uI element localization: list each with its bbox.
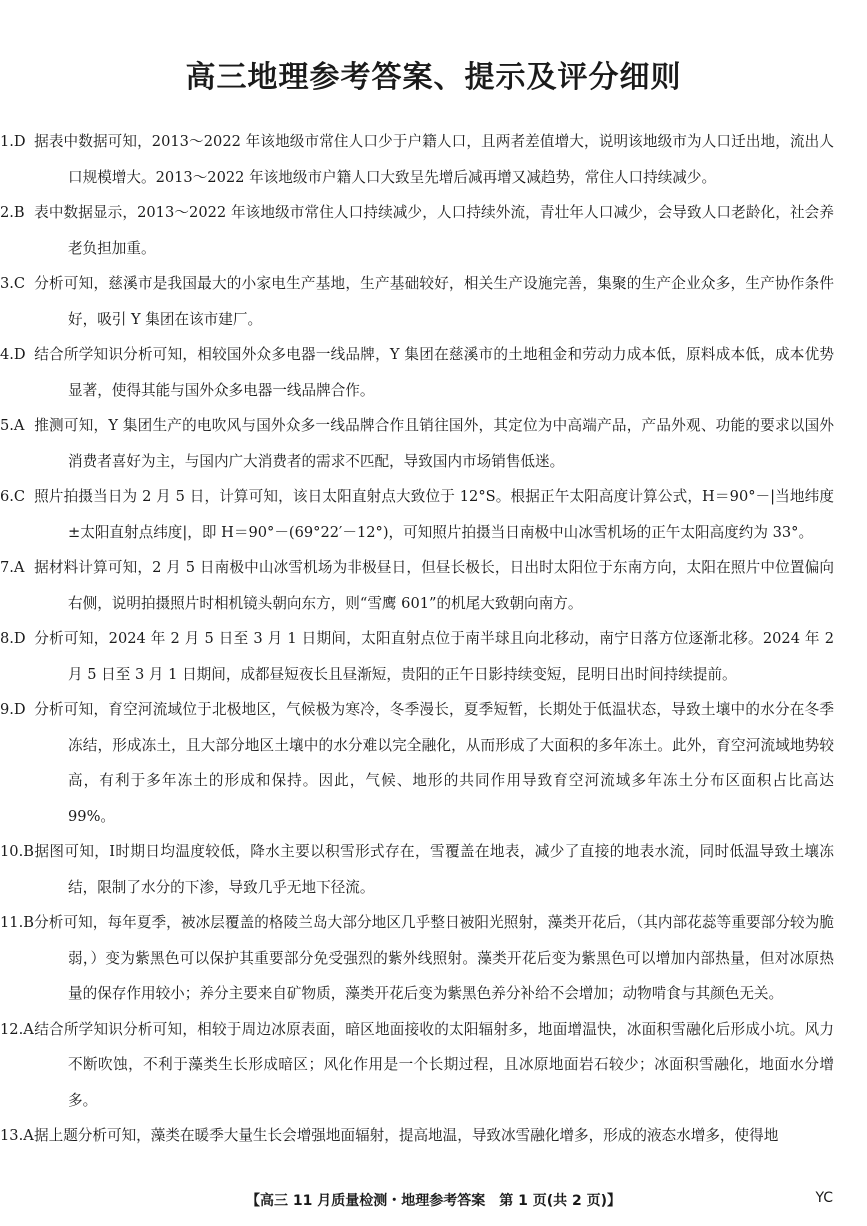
- answer-item: [0, 1012, 834, 1119]
- answer-item: [0, 124, 834, 195]
- answer-explanation: 据材料计算可知，2 月 5 日南极中山冰雪机场为非极昼日，但昼长极长，日出时太阳位于东南方向，太阳在照片中位置偏向右侧，说明拍摄照片时相机镜头朝向东方，则“雪鹰 601”的机尾大致朝向南方。: [34, 559, 834, 612]
- answer-number: 4.D: [0, 346, 26, 363]
- answer-number: 10.B: [0, 843, 34, 860]
- answer-explanation: 据图可知，Ⅰ时期日均温度较低，降水主要以积雪形式存在，雪覆盖在地表，减少了直接的地表水流，同时低温导致土壤冻结，限制了水分的下渗，导致几乎无地下径流。: [34, 843, 834, 896]
- answer-explanation: 推测可知，Y 集团生产的电吹风与国外众多一线品牌合作且销往国外，其定位为中高端产品，产品外观、功能的要求以国外消费者喜好为主，与国内广大消费者的需求不匹配，导致国内市场销售低迷。: [34, 417, 834, 470]
- answer-explanation: 分析可知，每年夏季，被冰层覆盖的格陵兰岛大部分地区几乎整日被阳光照射，藻类开花后，（其内部花蕊等重要部分较为脆弱，）变为紫黑色可以保护其重要部分免受强烈的紫外线照射。藻类开花后变为紫黑色可以增加内部热量，但对冰原热量的保存作用较小；养分主要来自矿物质，藻类开花后变为紫黑色养分补给不会增加；动物啃食与其颜色无关。: [34, 914, 834, 1002]
- answer-number: 11.B: [0, 914, 34, 931]
- answer-item: [0, 1118, 834, 1154]
- answer-number: 3.C: [0, 275, 26, 292]
- answer-item: [0, 266, 834, 337]
- answer-item: [0, 834, 834, 905]
- answer-explanation: 据上题分析可知，藻类在暖季大量生长会增强地面辐射，提高地温，导致冰雪融化增多，形成的液态水增多，使得地: [34, 1127, 779, 1144]
- answer-number: 9.D: [0, 701, 26, 718]
- answer-item: [0, 195, 834, 266]
- answer-number: 7.A: [0, 559, 25, 576]
- answer-number: 2.B: [0, 204, 25, 221]
- answer-explanation: 据表中数据可知，2013～2022 年该地级市常住人口少于户籍人口，且两者差值增大，说明该地级市为人口迁出地，流出人口规模增大。2013～2022 年该地级市户籍人口大致呈先增后减再增又减趋势，常住人口持续减少。: [34, 133, 834, 186]
- answer-number: 8.D: [0, 630, 26, 647]
- answer-explanation: 分析可知，育空河流域位于北极地区，气候极为寒冷，冬季漫长，夏季短暂，长期处于低温状态，导致土壤中的水分在冬季冻结，形成冻土，且大部分地区土壤中的水分难以完全融化，从而形成了大面积的多年冻土。此外，育空河流域地势较高，有利于多年冻土的形成和保持。因此，气候、地形的共同作用导致育空河流域多年冻土分布区面积占比高达 99%。: [34, 701, 834, 825]
- answer-item: [0, 479, 834, 550]
- answer-item: [0, 408, 834, 479]
- answer-item: [0, 550, 834, 621]
- answer-item: [0, 621, 834, 692]
- answer-explanation: 结合所学知识分析可知，相较于周边冰原表面，暗区地面接收的太阳辐射多，地面增温快，冰面积雪融化后形成小坑。风力不断吹蚀，不利于藻类生长形成暗区；风化作用是一个长期过程，且冰原地面岩石较少；冰面积雪融化，地面水分增多。: [34, 1020, 834, 1109]
- answer-explanation: 分析可知，慈溪市是我国最大的小家电生产基地，生产基础较好，相关生产设施完善，集聚的生产企业众多，生产协作条件好，吸引 Y 集团在该市建厂。: [34, 275, 834, 328]
- answer-number: 1.D: [0, 133, 26, 150]
- footer-code: YC: [815, 1190, 833, 1206]
- answer-item: [0, 692, 834, 834]
- answer-explanation: 分析可知，2024 年 2 月 5 日至 3 月 1 日期间，太阳直射点位于南半球且向北移动，南宁日落方位逐渐北移。2024 年 2 月 5 日至 3 月 1 日期间，成都昼短夜长且昼渐短，贵阳的正午日影持续变短，昆明日出时间持续提前。: [34, 630, 834, 683]
- answer-explanation: 结合所学知识分析可知，相较国外众多电器一线品牌，Y 集团在慈溪市的土地租金和劳动力成本低，原料成本低，成本优势显著，使得其能与国外众多电器一线品牌合作。: [34, 346, 834, 399]
- answer-list: [0, 124, 834, 1154]
- answer-number: 13.A: [0, 1127, 34, 1144]
- footer-page-info: 【高三 11 月质量检测・地理参考答案 第 1 页(共 2 页)】: [245, 1193, 621, 1209]
- answer-explanation: 表中数据显示，2013～2022 年该地级市常住人口持续减少，人口持续外流，青壮年人口减少，会导致人口老龄化，社会养老负担加重。: [34, 204, 834, 257]
- answer-number: 6.C: [0, 488, 26, 505]
- answer-item: [0, 905, 834, 1012]
- page-title: 高三地理参考答案、提示及评分细则: [185, 60, 682, 95]
- answer-explanation: 照片拍摄当日为 2 月 5 日，计算可知，该日太阳直射点大致位于 12°S。根据正午太阳高度计算公式，H＝90°－|当地纬度±太阳直射点纬度|，即 H＝90°－(69°22′－12°)，可知照片拍摄当日南极中山冰雪机场的正午太阳高度约为 33°。: [34, 488, 834, 541]
- answer-number: 5.A: [0, 417, 25, 434]
- answer-number: 12.A: [0, 1020, 34, 1038]
- answer-item: [0, 337, 834, 408]
